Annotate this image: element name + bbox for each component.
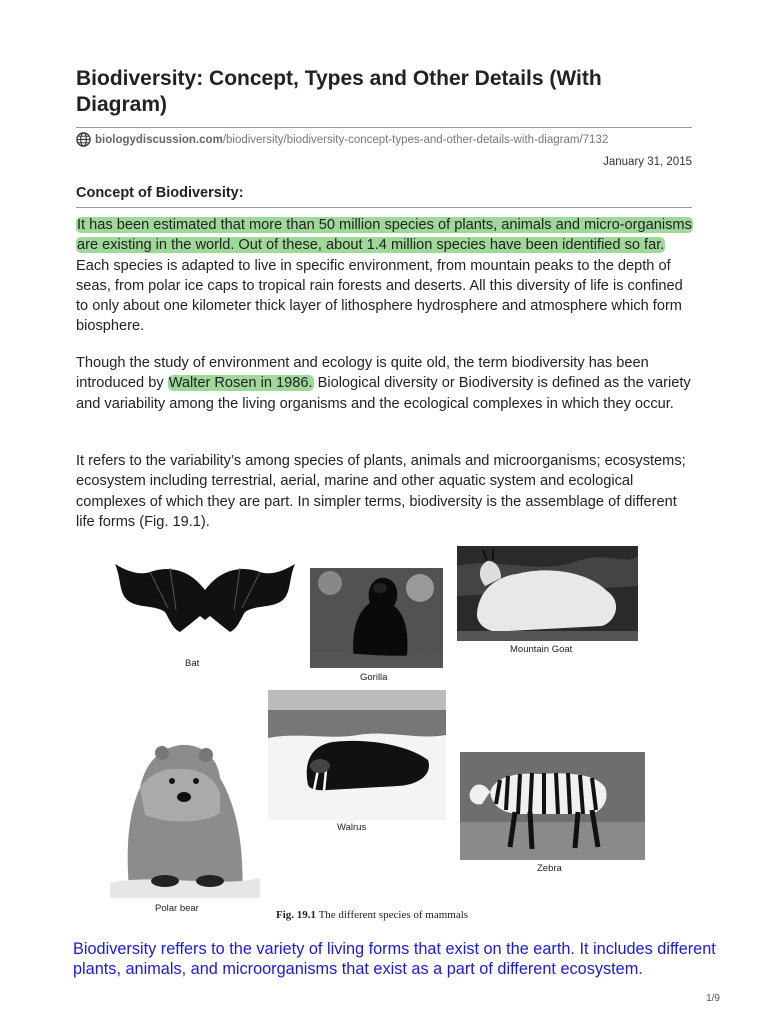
paragraph-1-text: Each species is adapted to live in specific environment, from mountain peaks to the depth of seas, from polar ice caps to tropical rain forests and deserts. All this diversity of life is confined to only about one kilometer thick layer of lithosphere hydrosphere and atmosphere which form biosphere. (76, 257, 683, 335)
paragraph-3: It refers to the variability’s among species of plants, animals and microorganisms; ecosystems; ecosystem including terrestrial, aerial, marine and other aquatic system and ecological complexes of which they are part. In simpler terms, biodiversity is the assemblage of different life forms (Fig. 19.1). (76, 453, 686, 530)
figure-caption-text: The different species of mammals (316, 909, 469, 921)
bat-label: Bat (185, 658, 200, 669)
walrus-image (268, 690, 446, 820)
source-domain: biologydiscussion.com (95, 133, 223, 146)
zebra-image (460, 752, 645, 860)
summary-note: Biodiversity reffers to the variety of living forms that exist on the earth. It includes different plants, animals, and microorganisms that exist as a part of different ecosystem. (73, 940, 716, 978)
title-divider (76, 127, 692, 128)
paragraph-2-text-b: Biological diversity or Biodiversity is defined as the variety and variability among the living organisms and the ecological complexes in which they occur. (76, 375, 691, 412)
paragraph-1 (76, 215, 692, 337)
gorilla-label: Gorilla (360, 672, 388, 683)
polar-bear-label: Polar bear (155, 903, 199, 914)
source-url[interactable] (76, 132, 608, 147)
globe-icon (76, 132, 91, 147)
publish-date: January 31, 2015 (603, 156, 692, 168)
gorilla-image (310, 568, 443, 668)
section-heading: Concept of Biodiversity: (76, 185, 244, 201)
highlight-span: It has been estimated that more than 50 million species of plants, animals and micro-organisms are existing in the world. Out of these, about 1.4 million species have been identified so far. (77, 217, 692, 254)
page-number: 1/9 (706, 993, 720, 1004)
zebra-label: Zebra (537, 863, 562, 874)
figure-caption (276, 909, 468, 921)
section-divider (76, 207, 692, 208)
bat-image (110, 550, 300, 655)
article-title: Biodiversity: Concept, Types and Other Details (With Diagram) (76, 67, 602, 116)
highlight-span: Walter Rosen in 1986. (168, 375, 313, 392)
walrus-label: Walrus (337, 822, 367, 833)
mammals-figure (110, 540, 650, 930)
mountain-goat-label: Mountain Goat (510, 644, 573, 655)
mountain-goat-image (457, 546, 638, 641)
polar-bear-image (110, 733, 260, 898)
paragraph-2 (76, 353, 692, 414)
paragraph-2-text-a: Though the study of environment and ecology is quite old, the term biodiversity has been introduced by (76, 355, 649, 392)
source-path: /biodiversity/biodiversity-concept-types-and-other-details-with-diagram/7132 (222, 133, 609, 146)
figure-number: Fig. 19.1 (276, 909, 317, 921)
